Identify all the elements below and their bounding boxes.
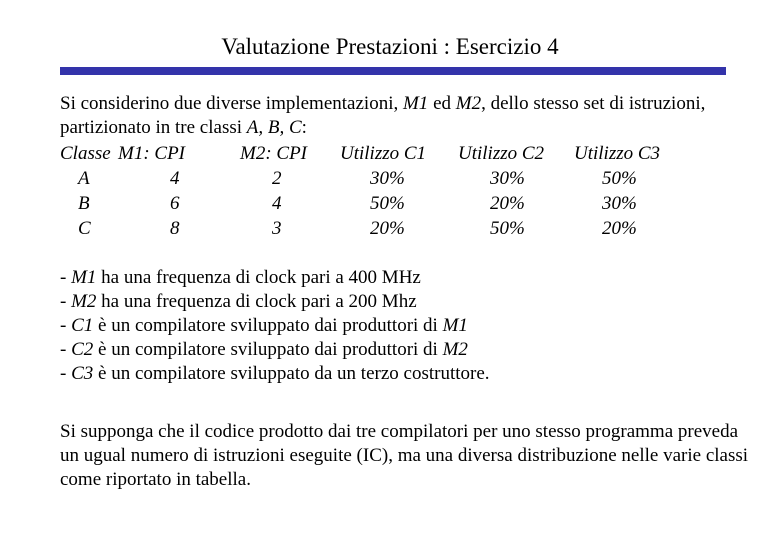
intro-text-after: , dello stesso set di istruzioni, partizionato in tre classi bbox=[60, 93, 706, 138]
header-classe: Classe bbox=[60, 143, 111, 164]
table-cell: 8 bbox=[170, 218, 180, 239]
table-cell: A bbox=[78, 168, 90, 189]
table-cell: 30% bbox=[602, 193, 637, 214]
list-item bbox=[60, 338, 490, 362]
table-cell: 2 bbox=[272, 168, 282, 189]
note-rest: ha una frequenza di clock pari a 400 MHz bbox=[96, 267, 421, 288]
note-rest: ha una frequenza di clock pari a 200 Mhz bbox=[96, 291, 417, 312]
table-header-row bbox=[60, 141, 760, 166]
note-prefix: - bbox=[60, 315, 72, 336]
table-cell: 3 bbox=[272, 218, 282, 239]
note-rest: è un compilatore sviluppato dai produttori di bbox=[93, 315, 443, 336]
table-cell: 20% bbox=[370, 218, 405, 239]
header-m1-cpi: M1: CPI bbox=[118, 143, 186, 164]
note-tail-em: M2 bbox=[442, 339, 468, 360]
table-cell: 20% bbox=[602, 218, 637, 239]
note-tail-em: M1 bbox=[442, 315, 468, 336]
note-em: C3 bbox=[71, 363, 94, 384]
table-cell: C bbox=[78, 218, 91, 239]
note-prefix: - bbox=[60, 267, 72, 288]
intro-m1: M1 bbox=[402, 93, 429, 114]
notes-list bbox=[60, 266, 490, 386]
note-prefix: - bbox=[60, 339, 72, 360]
list-item bbox=[60, 290, 490, 314]
intro-text-before: Si considerino due diverse implementazioni, bbox=[60, 93, 403, 114]
table-cell: 30% bbox=[370, 168, 405, 189]
header-utilizzo-c1: Utilizzo C1 bbox=[340, 143, 427, 164]
closing-paragraph: Si supponga che il codice prodotto dai tre compilatori per uno stesso programma preveda un ugual numero di istruzioni eseguite (IC), ma una diversa distribuzione nelle varie classi come riportato in tabella. bbox=[60, 421, 749, 490]
header-utilizzo-c2: Utilizzo C2 bbox=[458, 143, 545, 164]
table-row bbox=[60, 191, 760, 216]
note-em: C2 bbox=[71, 339, 94, 360]
table-cell: 50% bbox=[602, 168, 637, 189]
list-item bbox=[60, 314, 490, 338]
note-em: M2 bbox=[71, 291, 97, 312]
intro-paragraph bbox=[60, 92, 760, 140]
table-cell: 50% bbox=[370, 193, 405, 214]
title-underline bbox=[60, 67, 726, 75]
note-rest: è un compilatore sviluppato dai produttori di bbox=[93, 339, 443, 360]
table-cell: 4 bbox=[170, 168, 180, 189]
cpi-table bbox=[60, 141, 760, 241]
list-item bbox=[60, 362, 490, 386]
table-cell: 50% bbox=[490, 218, 525, 239]
table-cell: 4 bbox=[272, 193, 282, 214]
table-cell: 6 bbox=[170, 193, 180, 214]
table-row bbox=[60, 216, 760, 241]
note-rest: è un compilatore sviluppato da un terzo costruttore. bbox=[93, 363, 490, 384]
note-em: M1 bbox=[71, 267, 97, 288]
header-utilizzo-c3: Utilizzo C3 bbox=[574, 143, 661, 164]
intro-colon: : bbox=[301, 117, 307, 138]
intro-classes: A, B, C bbox=[246, 117, 302, 138]
intro-text-mid: ed bbox=[428, 93, 456, 114]
header-m2-cpi: M2: CPI bbox=[240, 143, 308, 164]
note-prefix: - bbox=[60, 291, 72, 312]
table-row bbox=[60, 166, 760, 191]
table-cell: 30% bbox=[490, 168, 525, 189]
list-item bbox=[60, 266, 490, 290]
slide-title: Valutazione Prestazioni : Esercizio 4 bbox=[221, 34, 559, 59]
note-em: C1 bbox=[71, 315, 94, 336]
note-prefix: - bbox=[60, 363, 72, 384]
table-cell: 20% bbox=[490, 193, 525, 214]
table-cell: B bbox=[78, 193, 90, 214]
intro-m2: M2 bbox=[455, 93, 482, 114]
